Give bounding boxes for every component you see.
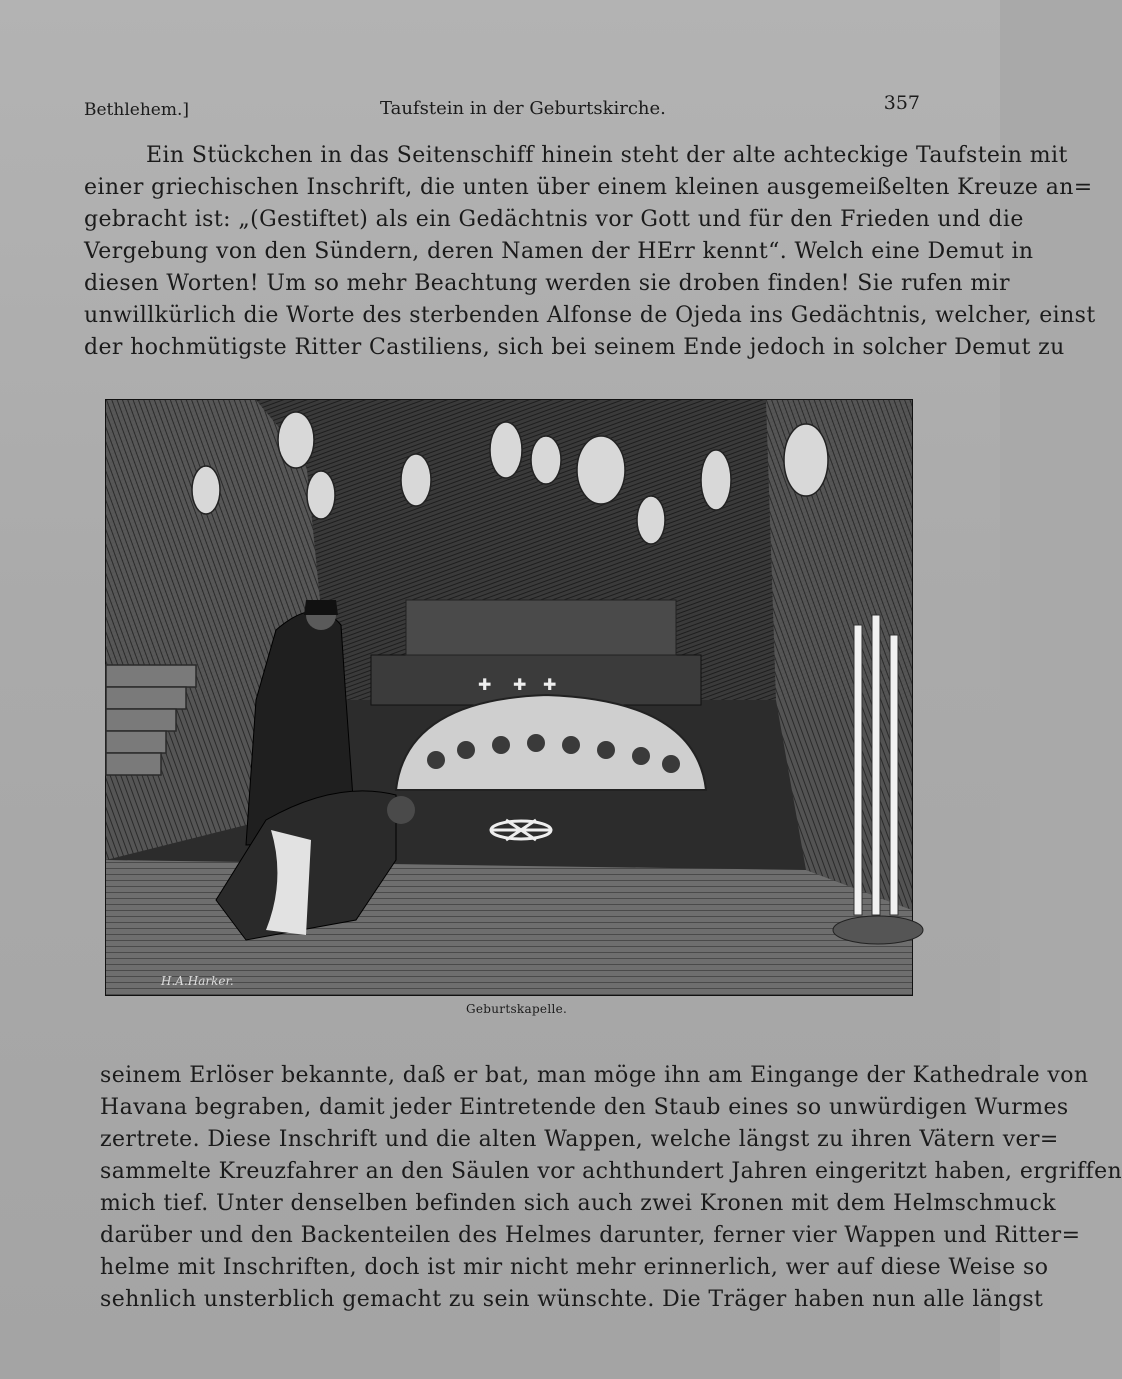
- artist-signature: H.A.Harker.: [161, 974, 234, 988]
- text-line: diesen Worten! Um so mehr Beachtung werden sie droben finden! Sie rufen mir: [84, 271, 1010, 296]
- text-line: Vergebung von den Sündern, deren Namen der HErr kennt“. Welch eine Demut in: [84, 239, 1034, 264]
- svg-text:✚: ✚: [478, 675, 492, 694]
- text-line: mich tief. Unter denselben befinden sich auch zwei Kronen mit dem Helmschmuck: [100, 1191, 1056, 1216]
- running-head-section: Bethlehem.]: [84, 100, 189, 120]
- page-number: 357: [883, 92, 920, 114]
- nativity-grotto-engraving: [106, 400, 912, 995]
- text-line: sehnlich unsterblich gemacht zu sein wünschte. Die Träger haben nun alle längst: [100, 1287, 1044, 1312]
- text-line: sammelte Kreuzfahrer an den Säulen vor achthundert Jahren eingeritzt haben, ergriffen: [100, 1159, 1122, 1184]
- engraving-illustration: [106, 400, 912, 995]
- text-line: zertrete. Diese Inschrift und die alten Wappen, welche längst zu ihren Vätern ver=: [100, 1127, 1059, 1152]
- text-line: einer griechischen Inschrift, die unten über einem kleinen ausgemeißelten Kreuze an=: [84, 175, 1093, 200]
- text-line: Ein Stückchen in das Seitenschiff hinein steht der alte achteckige Taufstein mit: [146, 143, 1068, 168]
- running-head: [84, 94, 920, 124]
- text-line: unwillkürlich die Worte des sterbenden Alfonse de Ojeda ins Gedächtnis, welcher, einst: [84, 303, 1096, 328]
- text-line: darüber und den Backenteilen des Helmes darunter, ferner vier Wappen und Ritter=: [100, 1223, 1081, 1248]
- text-line: Havana begraben, damit jeder Eintretende den Staub eines so unwürdigen Wurmes: [100, 1095, 1069, 1120]
- text-line: helme mit Inschriften, doch ist mir nicht mehr erinnerlich, wer auf diese Weise so: [100, 1255, 1049, 1280]
- figure-caption: Geburtskapelle.: [466, 1002, 568, 1016]
- svg-text:✚: ✚: [543, 675, 557, 694]
- text-line: der hochmütigste Ritter Castiliens, sich bei seinem Ende jedoch in solcher Demut zu: [84, 335, 1065, 360]
- text-line: seinem Erlöser bekannte, daß er bat, man möge ihn am Eingange der Kathedrale von: [100, 1063, 1089, 1088]
- running-head-title: Taufstein in der Geburtskirche.: [380, 98, 666, 119]
- svg-text:✚: ✚: [513, 675, 527, 694]
- paragraph-top: [84, 140, 1096, 364]
- text-line: gebracht ist: „(Gestiftet) als ein Gedächtnis vor Gott und für den Frieden und die: [84, 207, 1024, 232]
- paragraph-bottom: [100, 1060, 1122, 1316]
